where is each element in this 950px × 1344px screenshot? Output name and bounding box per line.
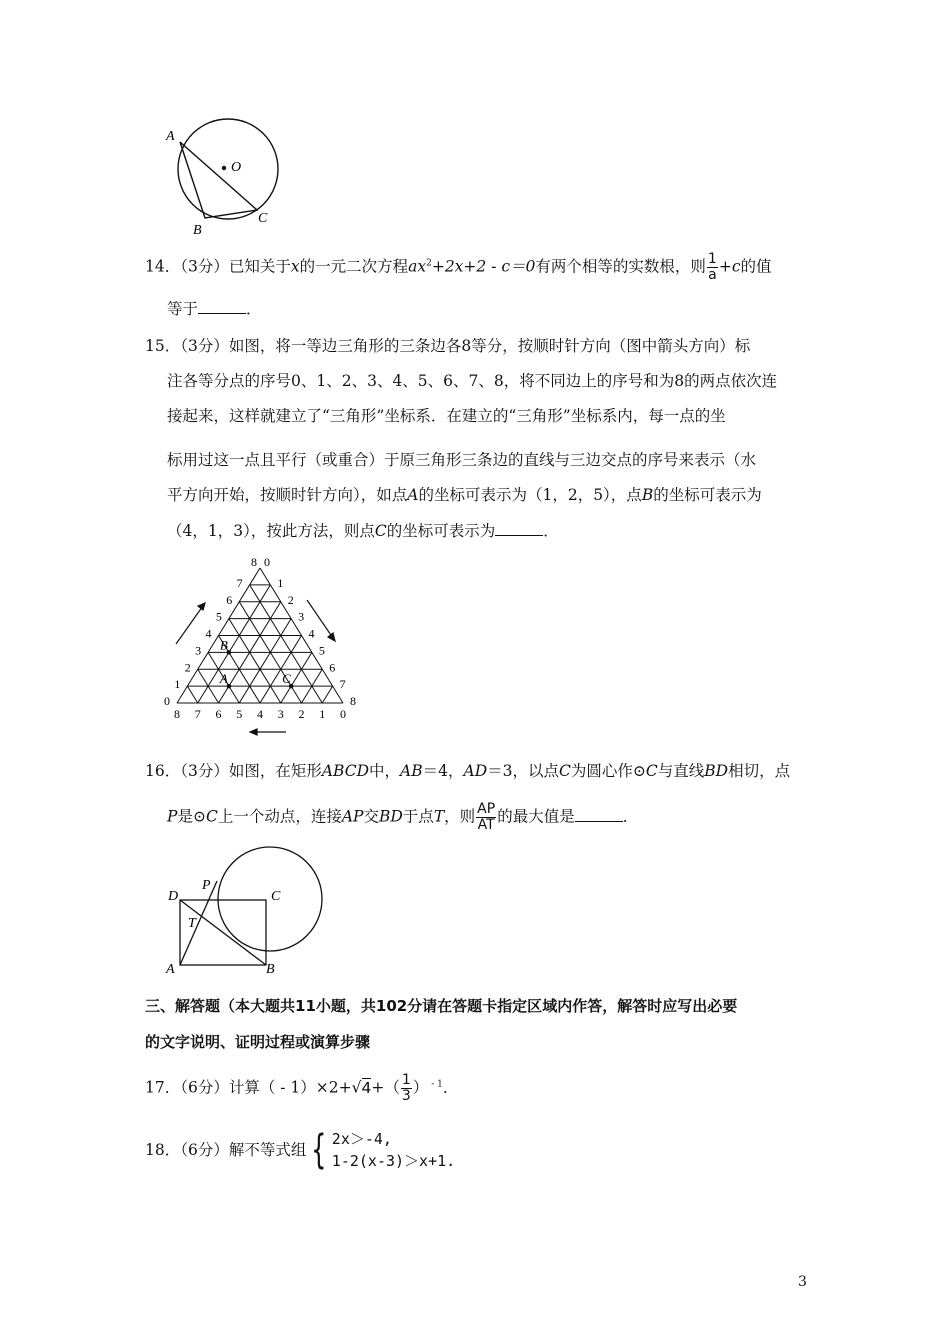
arrowhead-bottom xyxy=(250,729,257,735)
diagonal-bd xyxy=(180,900,266,965)
tick-label-bottom: 8 xyxy=(174,707,180,721)
tick-label-left: 5 xyxy=(215,609,222,624)
grid-line-right-parallel xyxy=(187,686,197,703)
tick-label-right: 6 xyxy=(329,660,336,675)
tick-label-left: 6 xyxy=(226,592,233,607)
center-dot xyxy=(222,166,226,170)
tick-label-left: 4 xyxy=(205,626,212,641)
q15-line3: 接起来，这样就建立了“三角形”坐标系．在建立的“三角形”坐标系内，每一点的坐 xyxy=(167,407,726,425)
tick-label-left: 0 xyxy=(164,694,170,708)
tick-label-bottom: 1 xyxy=(319,707,326,721)
label-d: D xyxy=(168,889,179,904)
answer-blank xyxy=(198,299,246,314)
tick-label-right: 3 xyxy=(298,609,305,624)
point-c-label: C xyxy=(282,671,291,687)
q18: 18．（6分）解不等式组 { 2x＞-4, 1-2(x-3)＞x+1. xyxy=(145,1127,456,1173)
tick-label-bottom: 6 xyxy=(215,707,222,721)
tick-label-bottom: 7 xyxy=(194,707,201,721)
brace: { xyxy=(311,1127,327,1173)
label-o: O xyxy=(231,160,242,175)
arrowhead-right xyxy=(328,633,335,641)
tick-label-bottom: 4 xyxy=(257,707,263,721)
tick-label-bottom: 3 xyxy=(277,707,284,721)
grid-line-right-parallel xyxy=(229,619,281,703)
label-p: P xyxy=(202,878,211,893)
q17: 17．（6分）计算（ - 1）×2+√4+（ $\frac{1}{3}$ ） $^{- 1}$． xyxy=(145,1072,459,1104)
tick-label-bottom: 0 xyxy=(340,707,346,721)
tick-label-left: 1 xyxy=(174,677,181,692)
answer-blank xyxy=(575,807,623,822)
sqrt-four: √4 xyxy=(351,1078,372,1097)
arrowhead-left xyxy=(198,603,205,610)
tick-label-top: 8 xyxy=(251,555,257,569)
label-c: C xyxy=(258,211,268,226)
q16-line1: 16．（3分）如图，在矩形ABCD中，AB＝4，AD＝3，以点C为圆心作⊙C与直线BD相切，点 xyxy=(145,762,791,780)
answer-blank xyxy=(495,521,543,536)
q16-line2: P是⊙C上一个动点，连接AP交BD于点T，则 $\frac{AP}{AT}$ 的最大值是 ． xyxy=(167,801,639,833)
label-t: T xyxy=(188,916,196,931)
point-b-label: B xyxy=(219,637,228,653)
q17-fraction: $\frac{1}{3}$ xyxy=(401,1072,411,1104)
triangle-abc xyxy=(180,142,257,218)
grid-line-left-parallel xyxy=(322,686,332,703)
figure-circle-triangle xyxy=(160,112,290,237)
q15-line4: 标用过这一点且平行（或重合）于原三角形三条边的直线与三边交点的序号来表示（水 xyxy=(167,451,757,469)
tick-label-right: 8 xyxy=(350,694,356,708)
q14-line1: 14．（3分）已知关于x的一元二次方程$ax^2+2x+2 - c=0$有两个相等的实数根，则 $\frac{1}{a}$ +c的值 xyxy=(145,251,772,283)
q15-line1: 15．（3分）如图，将一等边三角形的三条边各8等分，按顺时针方向（图中箭头方向）标 xyxy=(145,337,751,355)
label-c: C xyxy=(271,889,281,904)
section-heading-line1: 三、解答题（本大题共11小题，共102分请在答题卡指定区域内作答，解答时应写出必要 xyxy=(145,997,738,1015)
q14-fraction: $\frac{1}{a}$ xyxy=(707,251,717,283)
tick-label-right: 1 xyxy=(277,575,284,590)
tick-label-left: 7 xyxy=(236,575,243,590)
label-b: B xyxy=(193,223,202,237)
circle-c xyxy=(218,847,322,951)
circle-o xyxy=(178,119,278,219)
grid-line-left-parallel xyxy=(198,585,271,703)
tick-label-right: 2 xyxy=(287,592,294,607)
q15-line5: 平方向开始，按顺时针方向），如点A的坐标可表示为（1，2，5），点B的坐标可表示为 xyxy=(167,486,762,504)
point-a-label: A xyxy=(219,671,228,687)
inequality-system: 2x＞-4, 1-2(x-3)＞x+1. xyxy=(331,1130,456,1170)
label-a: A xyxy=(166,129,175,144)
tick-label-right: 5 xyxy=(318,643,325,658)
arrow-left-side xyxy=(176,603,205,644)
section-heading-line2: 的文字说明、证明过程或演算步骤 xyxy=(145,1033,371,1051)
figure-rectangle-circle xyxy=(160,843,330,978)
q16-fraction: $\frac{AP}{AT}$ xyxy=(477,801,496,833)
tick-label-bottom: 5 xyxy=(236,707,243,721)
q15-line2: 注各等分点的序号0、1、2、3、4、5、6、7、8，将不同边上的序号和为8的两点依次连 xyxy=(167,372,778,390)
figure-triangle-grid xyxy=(160,553,360,743)
tick-label-top: 0 xyxy=(264,555,270,569)
grid-line-left-parallel xyxy=(239,619,291,703)
q14-line2: 等于 ． xyxy=(167,300,262,318)
page-number: 3 xyxy=(798,1274,807,1290)
tick-label-bottom: 2 xyxy=(298,707,305,721)
tick-label-right: 7 xyxy=(339,677,346,692)
q15-line6: （4，1，3），按此方法，则点C的坐标可表示为 ． xyxy=(167,522,559,540)
tick-label-right: 4 xyxy=(308,626,315,641)
tick-label-left: 3 xyxy=(195,643,202,658)
label-b: B xyxy=(266,962,275,977)
tick-label-left: 2 xyxy=(184,660,191,675)
label-a: A xyxy=(166,962,175,977)
